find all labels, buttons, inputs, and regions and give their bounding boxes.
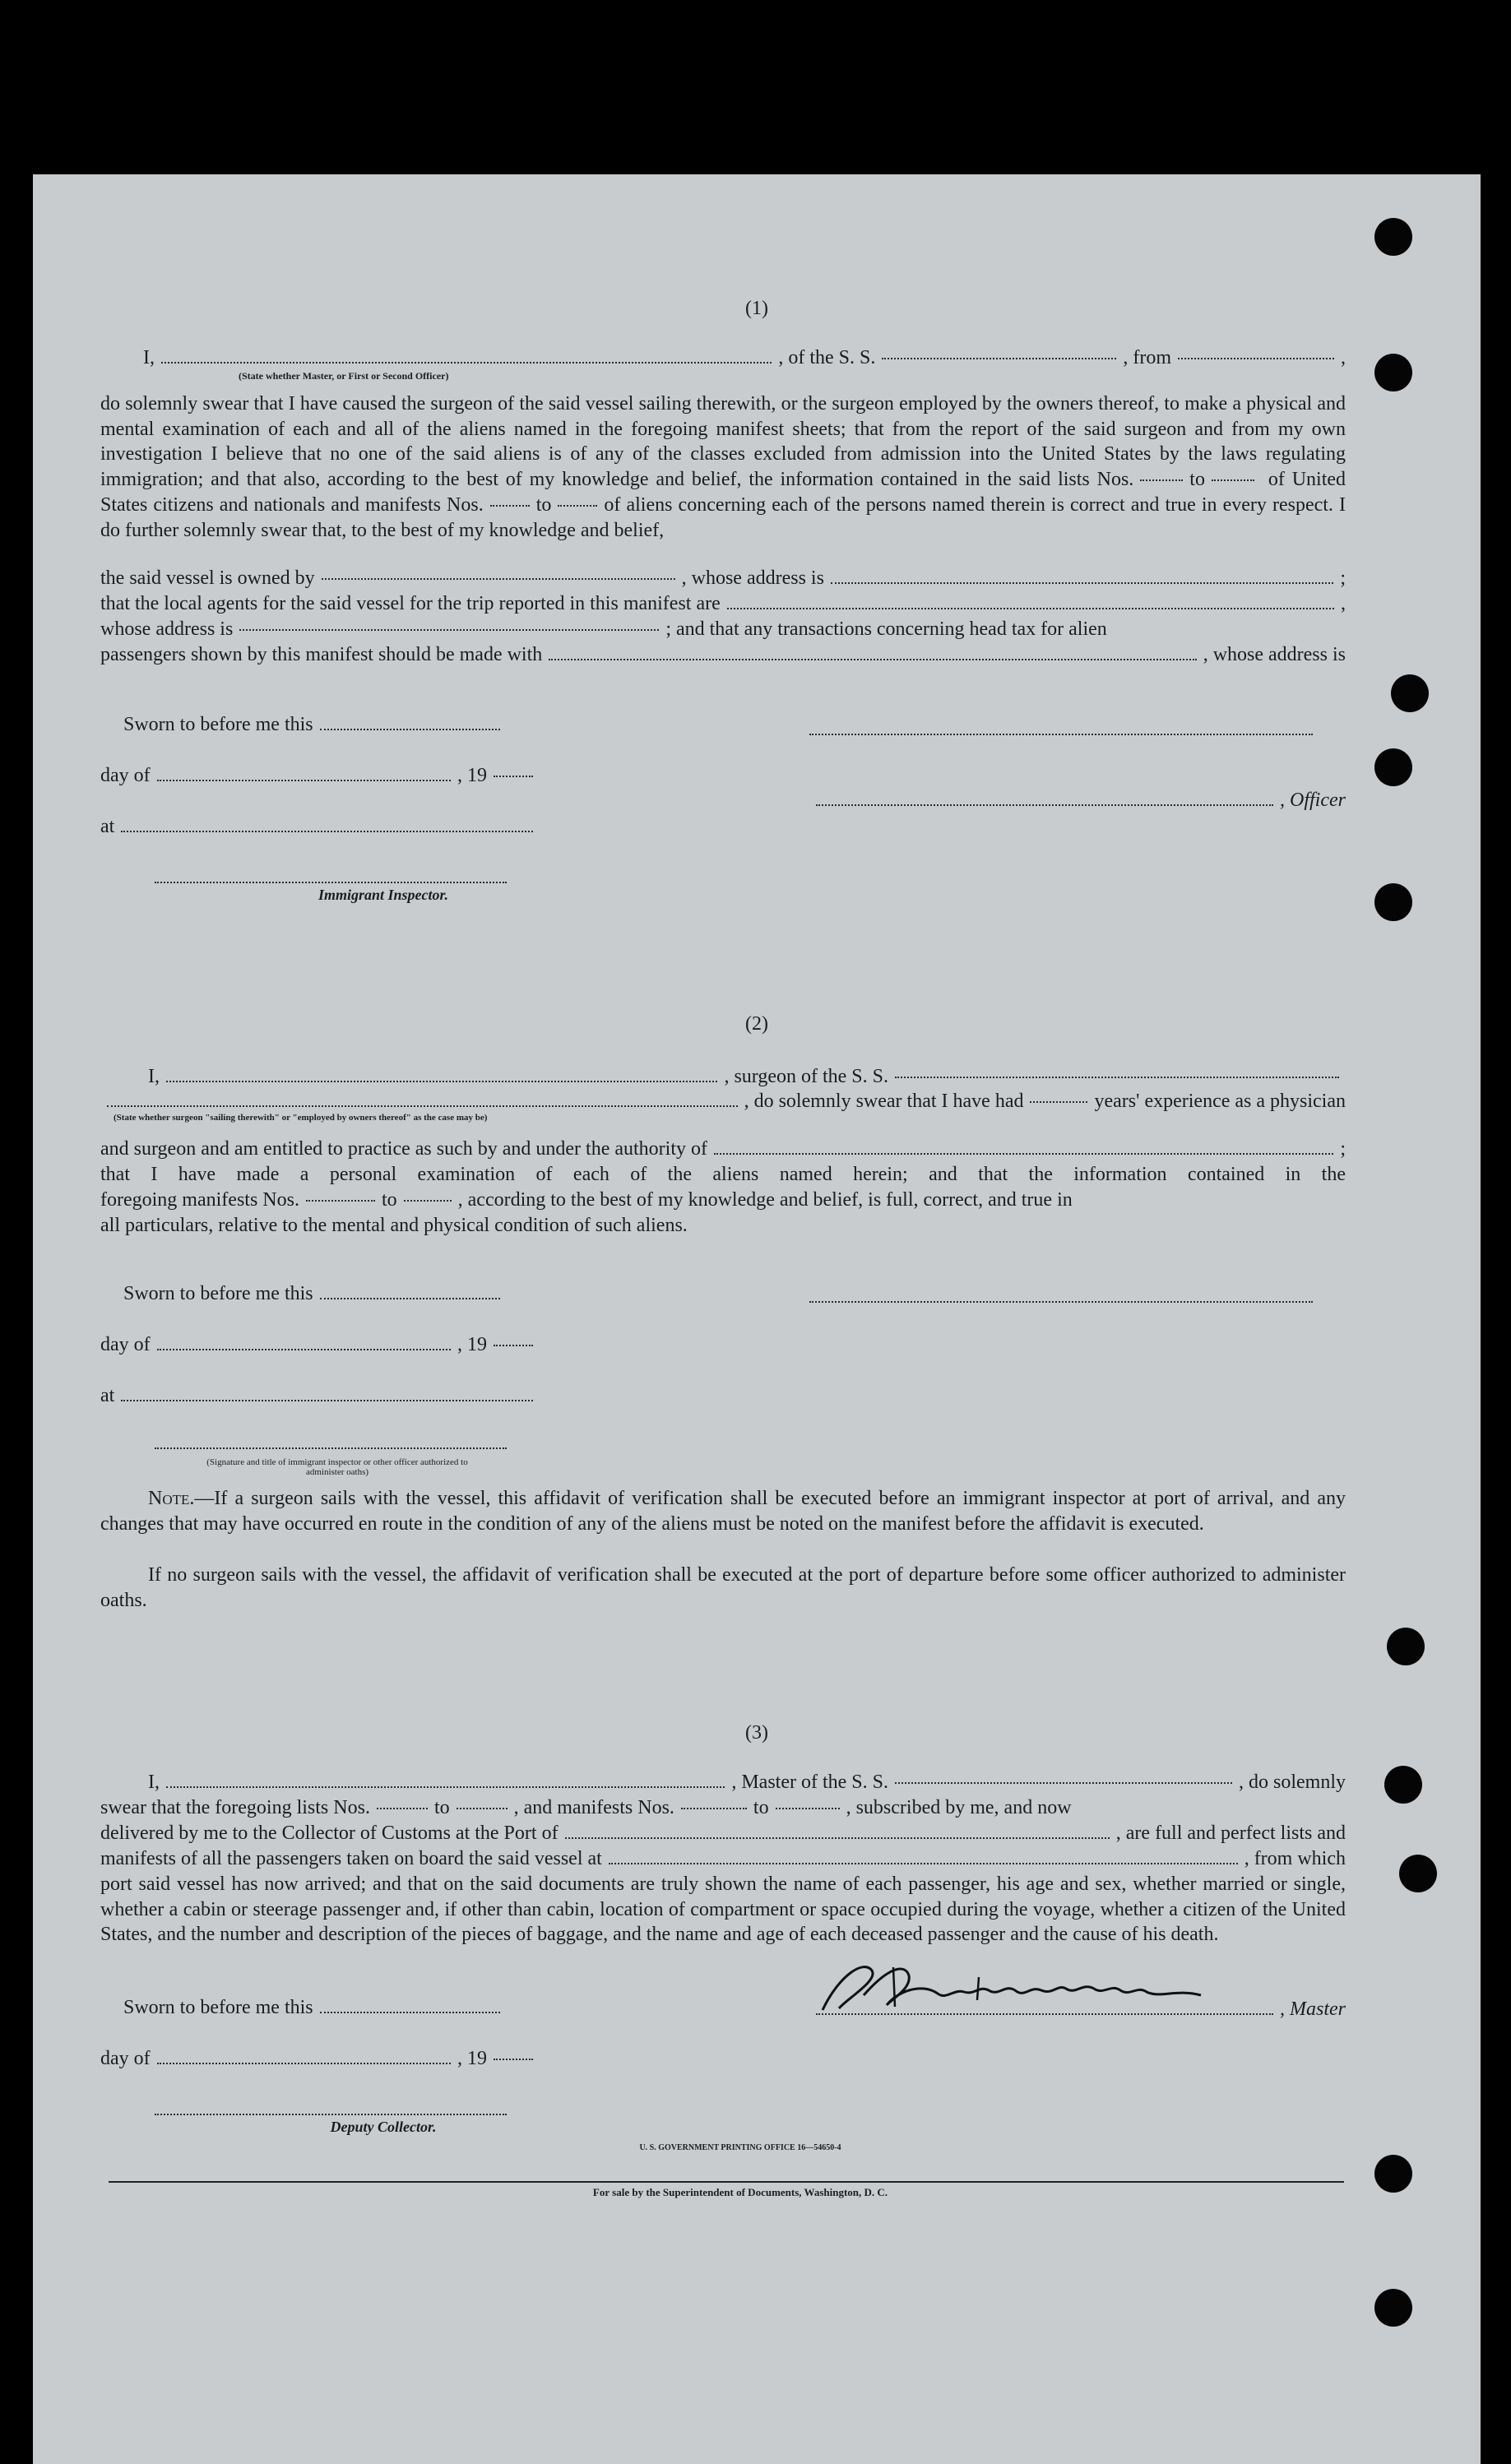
s1-sworn-line: Sworn to before me this (123, 712, 507, 737)
s3-manifests-from-field[interactable] (681, 1808, 747, 1809)
section-2-number: (2) (745, 1013, 768, 1035)
head-tax-agent-field[interactable] (549, 659, 1196, 660)
agent-address-line: whose address is ; and that any transactions concerning head tax for alien (100, 618, 1107, 640)
s1-at-field[interactable] (121, 831, 533, 832)
s2-particulars: all particulars, relative to the mental and physical condition of such aliens. (100, 1215, 688, 1236)
gpo-imprint: U. S. GOVERNMENT PRINTING OFFICE 16—54650-4 (639, 2143, 841, 2152)
s2-inspector-line[interactable] (155, 1447, 507, 1449)
s2-vessel-field[interactable] (895, 1077, 1339, 1078)
s2-manifest-from-field[interactable] (306, 1200, 375, 1202)
s2-day-field[interactable] (157, 1349, 451, 1350)
from-port-field[interactable] (1178, 358, 1334, 359)
s3-sworn-date-field[interactable] (320, 2012, 500, 2013)
s1-inspector-line[interactable] (155, 882, 507, 883)
s2-surgeon-type-field[interactable] (107, 1105, 738, 1107)
s3-line-2: swear that the foregoing lists Nos. to , and manifests Nos. to , subscribed by me, and now (100, 1797, 1072, 1818)
s2-signature-line[interactable] (809, 1301, 1313, 1303)
punch-hole (1387, 1628, 1425, 1665)
s2-at-field[interactable] (121, 1400, 533, 1401)
of-ss-label: , of the S. S. (778, 347, 876, 368)
lists-from-field[interactable] (1140, 479, 1183, 481)
officer-title-field[interactable] (161, 362, 772, 364)
s3-deputy-line[interactable] (155, 2114, 507, 2115)
s3-port-field[interactable] (565, 1837, 1110, 1839)
s1-inspector-caption: Immigrant Inspector. (317, 887, 449, 903)
s3-name-field[interactable] (166, 1786, 725, 1788)
s3-lists-from-field[interactable] (377, 1808, 428, 1809)
s2-note-2: If no surgeon sails with the vessel, the affidavit of verification shall be executed at the port of departure before some officer authorized to administer oaths. (100, 1564, 1346, 1611)
manifest-page (33, 174, 1481, 2464)
s1-day-field[interactable] (157, 780, 451, 781)
sale-notice: For sale by the Superintendent of Documents, Washington, D. C. (592, 2186, 888, 2198)
punch-hole (1391, 674, 1429, 712)
section-1-body: do solemnly swear that I have caused the surgeon of the said vessel sailing therewith, or the surgeon employed by the owners thereof, to make a physical and mental examination of each and all of the aliens named in the foregoing manifest sheets; that from the report of the said surgeon and from my own investigation I believe that no one of the said aliens is of any of the classes excluded from admission into the United States by the laws regulating immigration; and that also, according to the best of my knowledge and belief, the information contained in the said lists Nos. to of United States citizens and nationals and manifests Nos. to of aliens concerning each of the persons named therein is correct and true in every respect. I do further solemnly swear that, to the best of my knowledge and belief, (100, 393, 1346, 541)
note-label: Note. (148, 1488, 195, 1509)
s3-manifests-to-field[interactable] (776, 1808, 840, 1809)
manifests-from-field[interactable] (490, 505, 530, 507)
s1-officer-line: , Officer (809, 788, 1346, 813)
agent-address-field[interactable] (239, 629, 659, 631)
s2-line-1: I, , surgeon of the S. S. (148, 1064, 1346, 1089)
vessel-name-field[interactable] (882, 358, 1116, 359)
from-label: , from (1123, 347, 1171, 368)
s2-authority-line: and surgeon and am entitled to practice as such by and under the authority of ; (100, 1138, 1346, 1160)
s3-lists-to-field[interactable] (457, 1808, 508, 1809)
surgeon-hint: (State whether surgeon "sailing therewith" or "employed by owners thereof" as the case may be) (114, 1113, 488, 1123)
s2-years-field[interactable] (1030, 1101, 1087, 1103)
s2-day-line: day of , 19 (100, 1332, 540, 1357)
s3-vessel-field[interactable] (895, 1782, 1232, 1784)
s3-master-line: , Master (809, 1997, 1346, 2022)
s2-year-field[interactable] (494, 1345, 533, 1346)
head-tax-line: passengers shown by this manifest should be made with , whose address is (100, 644, 1346, 665)
s3-line-4: manifests of all the passengers taken on board the said vessel at , from which (100, 1848, 1346, 1869)
s3-departure-field[interactable] (609, 1863, 1238, 1864)
s1-sworn-date-field[interactable] (320, 729, 500, 730)
s3-deputy-caption: Deputy Collector. (330, 2119, 437, 2135)
punch-hole (1374, 748, 1412, 786)
owner-field[interactable] (322, 578, 675, 580)
master-hint: (State whether Master, or First or Second Officer) (239, 370, 449, 382)
s1-signature-line[interactable] (809, 734, 1313, 735)
s1-year-field[interactable] (494, 776, 533, 777)
s2-manifest-to-field[interactable] (404, 1200, 452, 1202)
owned-by-line: the said vessel is owned by , whose address is ; (100, 567, 1346, 589)
s3-body: port said vessel has now arrived; and that on the said documents are truly shown the name of each passenger, his age and sex, whether married or single, whether a cabin or steerage passenger and, if other than cabin, location of compartment or space occupied during the voyage, whether a citizen of the United States, and the number and description of the pieces of baggage, and the name and age of each deceased passenger and the cause of his death. (100, 1873, 1346, 1946)
owner-address-field[interactable] (831, 582, 1333, 584)
section-1-number: (1) (745, 298, 768, 319)
punch-hole (1374, 218, 1412, 256)
s2-exam-text: that I have made a personal examination of each of the aliens named herein; and that the information contained in the (100, 1164, 1346, 1185)
s2-name-field[interactable] (166, 1081, 717, 1082)
punch-hole (1374, 2155, 1412, 2193)
s2-sig-caption: (Signature and title of immigrant inspector or other officer authorized to administer oaths) (206, 1457, 468, 1477)
punch-hole (1399, 1855, 1437, 1892)
s3-line-3: delivered by me to the Collector of Customs at the Port of , are full and perfect lists and (100, 1823, 1346, 1844)
comma: , (1341, 347, 1346, 368)
s3-sworn-line: Sworn to before me this (123, 1995, 507, 2020)
local-agents-line: that the local agents for the said vessel for the trip reported in this manifest are , (100, 593, 1346, 614)
s1-day-line: day of , 19 (100, 763, 540, 788)
section-3-number: (3) (745, 1722, 768, 1744)
punch-hole (1374, 2289, 1412, 2327)
punch-hole (1384, 1766, 1422, 1804)
s1-at-line: at (100, 814, 540, 839)
local-agents-field[interactable] (727, 608, 1334, 609)
s3-line-1: I, , Master of the S. S. , do solemnly (148, 1772, 1346, 1793)
punch-hole (1374, 883, 1412, 921)
s3-day-field[interactable] (157, 2063, 451, 2064)
s2-authority-field[interactable] (714, 1153, 1333, 1155)
s2-note: Note.—If a surgeon sails with the vessel, this affidavit of verification shall be executed before an immigrant inspector at port of arrival, and any changes that may have occurred en route in the condition of any of the aliens must be noted on the manifest before the affidavit is executed. (100, 1488, 1346, 1535)
s2-at-line: at (100, 1383, 540, 1408)
s2-sworn-line: Sworn to before me this (123, 1281, 507, 1306)
lists-to-field[interactable] (1212, 479, 1254, 481)
punch-hole (1374, 354, 1412, 391)
manifests-to-field[interactable] (558, 505, 597, 507)
s3-day-line: day of , 19 (100, 2046, 540, 2071)
i-label: I, (143, 347, 155, 368)
s2-sworn-date-field[interactable] (320, 1298, 500, 1299)
s2-foregoing-line: foregoing manifests Nos. to , according to the best of my knowledge and belief, is full, correct, and true in (100, 1189, 1073, 1211)
s2-line-2: , do solemnly swear that I have had years' experience as a physician (100, 1089, 1346, 1114)
s3-year-field[interactable] (494, 2059, 533, 2060)
section-1-line-1 (143, 345, 1346, 370)
footer-rule (109, 2181, 1344, 2183)
s3-master-sig-field[interactable] (816, 2013, 1273, 2015)
s1-officer-field[interactable] (816, 804, 1273, 806)
